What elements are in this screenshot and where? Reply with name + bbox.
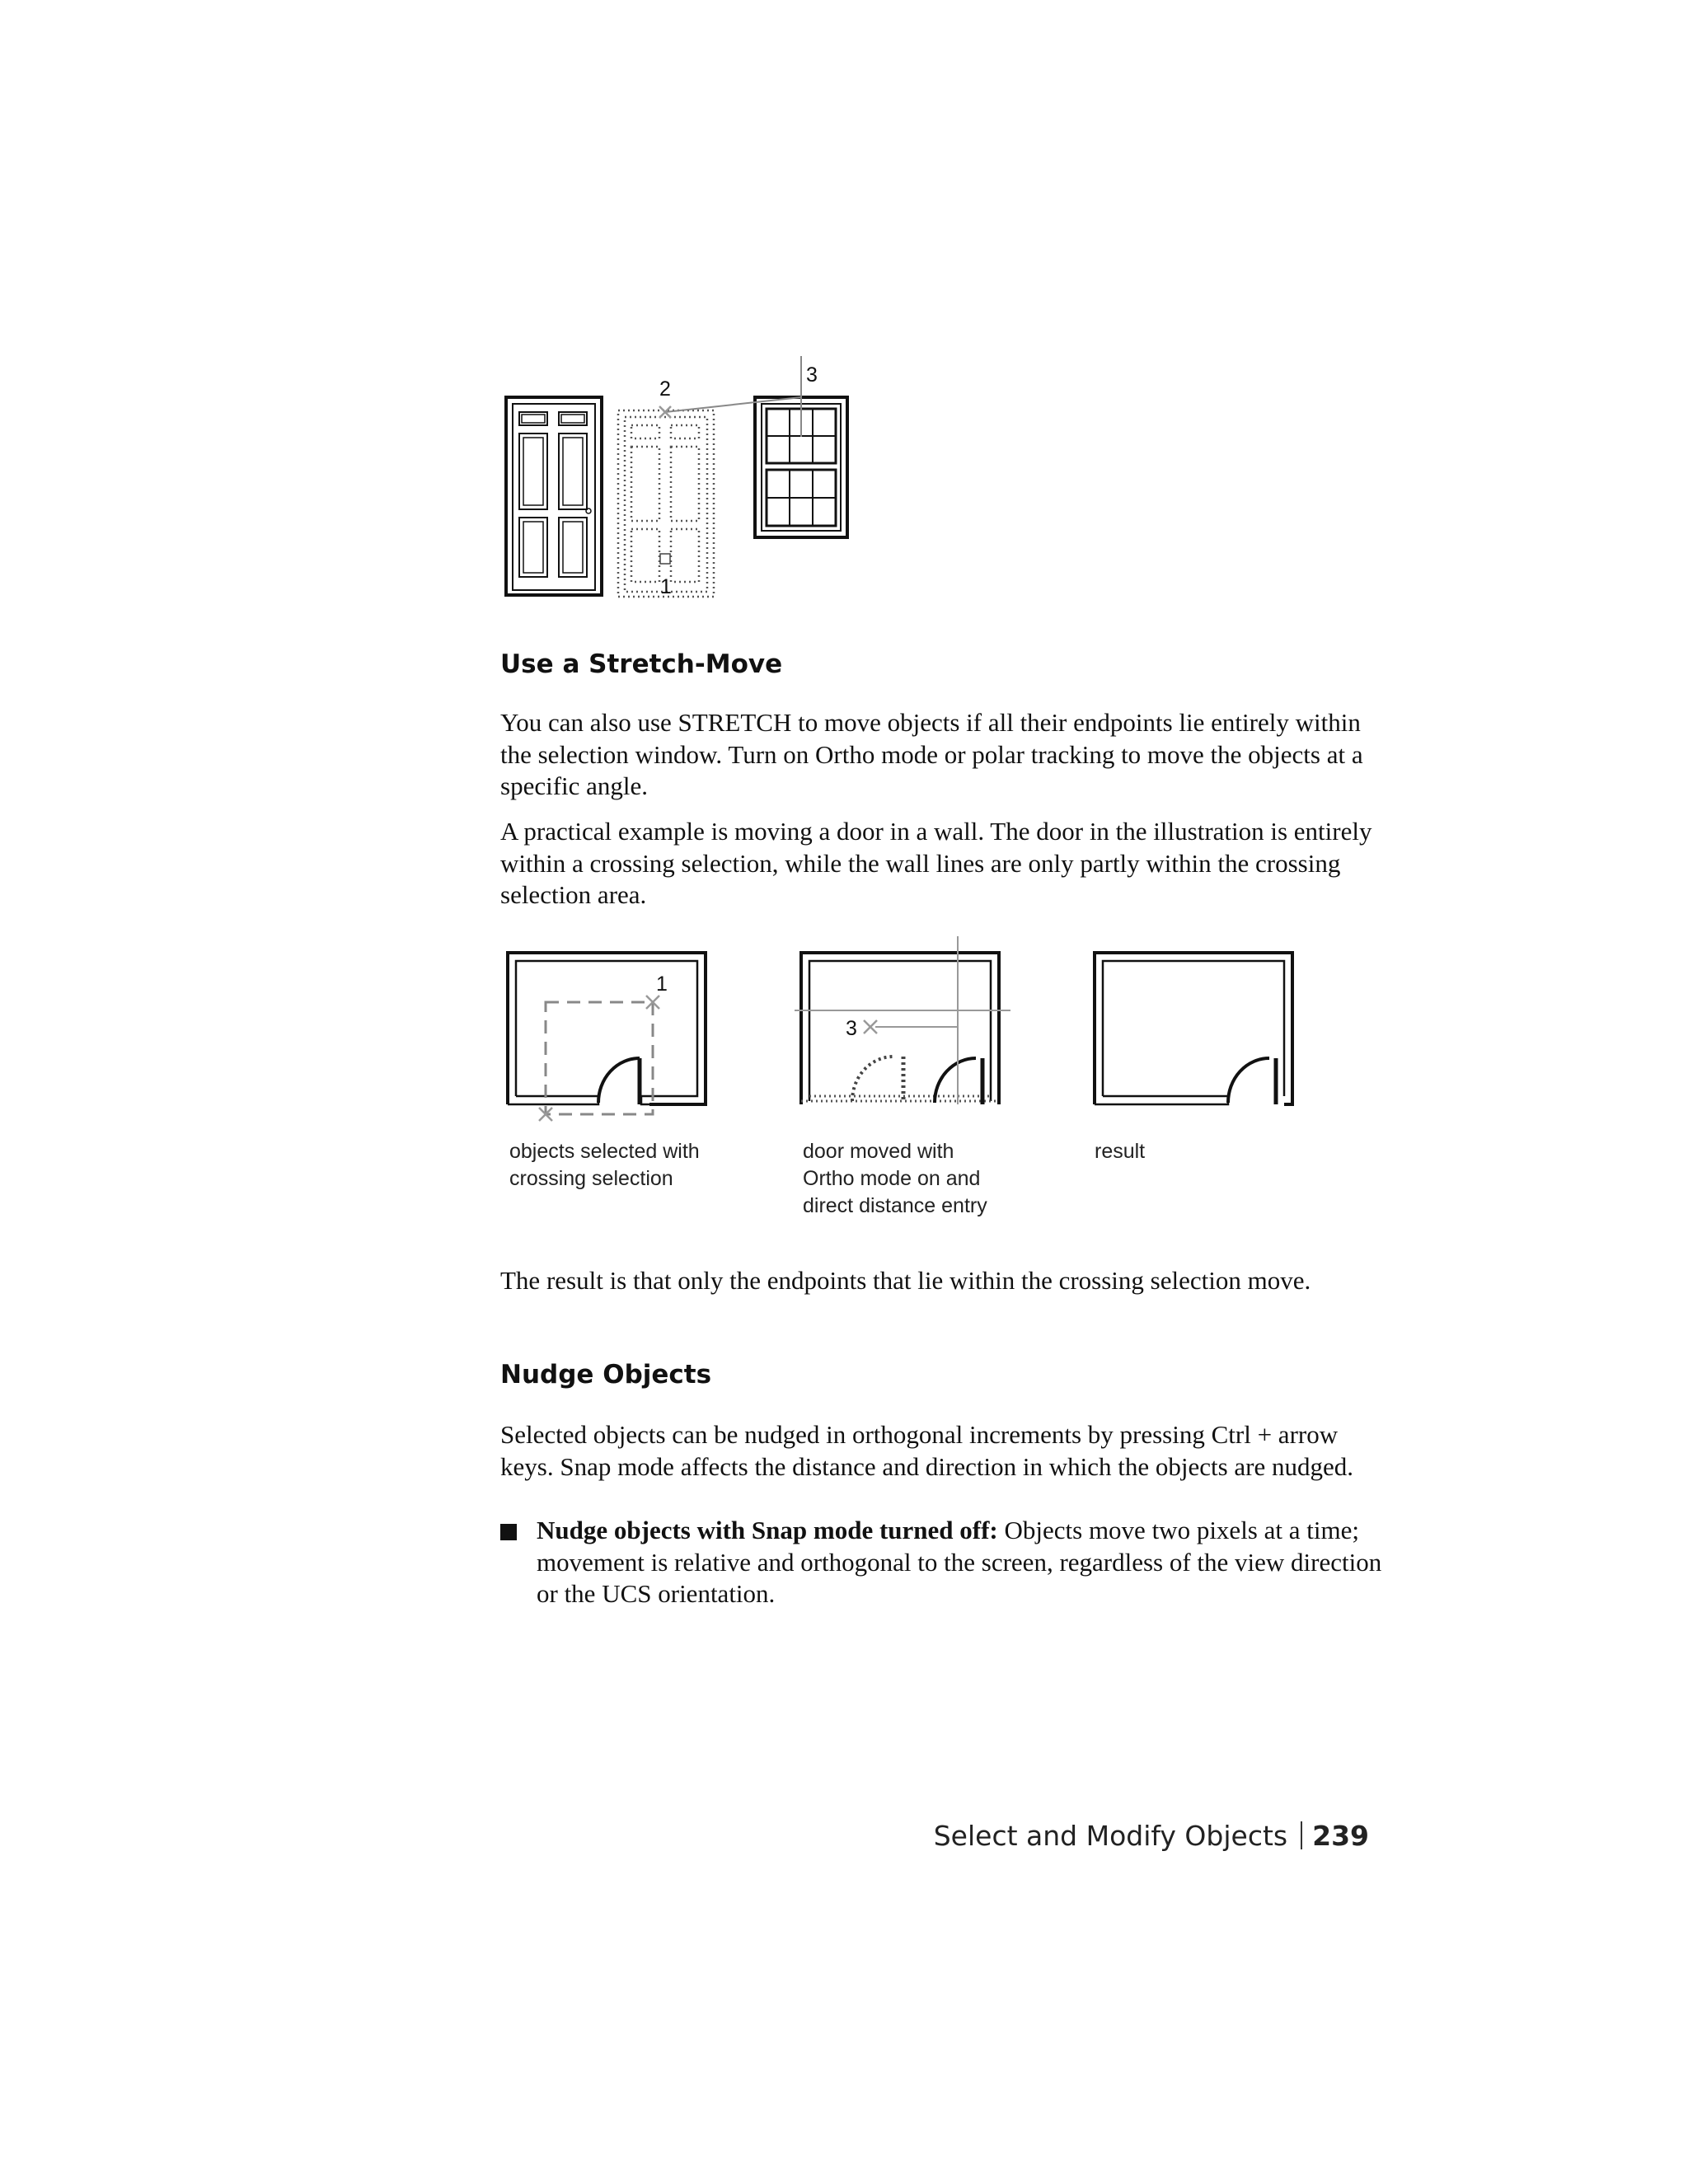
callout-3: 3 — [806, 363, 818, 387]
base-point-marker — [660, 554, 670, 564]
panel-1-drawing — [508, 953, 706, 1121]
panel-2-caption-line-3: direct distance entry — [803, 1194, 987, 1217]
panel-1-caption-line-1: objects selected with — [509, 1140, 700, 1163]
panel-3-caption — [1095, 1138, 1145, 1165]
panel-2-drawing — [795, 936, 1010, 1104]
page-number: 239 — [1312, 1820, 1369, 1852]
panel-1-caption-line-2: crossing selection — [509, 1167, 673, 1190]
nudge-bullet-text — [537, 1515, 1390, 1610]
section-heading-nudge-objects: Nudge Objects — [500, 1360, 712, 1390]
panel-2-caption — [803, 1138, 987, 1220]
footer-separator — [1301, 1821, 1302, 1849]
figure-door-window — [495, 346, 874, 610]
dotted-door-drawing — [618, 410, 714, 597]
stretch-move-paragraph-1: You can also use STRETCH to move objects if all their endpoints lie entirely within the selection window. Turn on Ortho mode or polar tracking to move the objects at a specific angle. — [500, 708, 1363, 800]
panel-1-caption — [509, 1138, 700, 1193]
footer-section-title: Select and Modify Objects — [933, 1820, 1288, 1852]
panel-2-caption-line-1: door moved with — [803, 1140, 954, 1163]
bullet-square-icon — [500, 1524, 517, 1540]
panel-3-caption-line-1: result — [1095, 1140, 1146, 1163]
section-heading-stretch-move: Use a Stretch-Move — [500, 649, 783, 679]
page-footer — [934, 1820, 1369, 1852]
callout-1: 1 — [660, 575, 672, 598]
direct-distance-x-icon — [864, 1020, 877, 1033]
panel-1-callout: 1 — [656, 972, 668, 996]
panel-2-caption-line-2: Ortho mode on and — [803, 1167, 981, 1190]
callout-2: 2 — [659, 377, 671, 401]
panel-3-drawing — [1095, 953, 1292, 1104]
nudge-paragraph: Selected objects can be nudged in orthogonal increments by pressing Ctrl + arrow keys. Snap mode affects the distance and direction in which the objects are nudged. — [500, 1420, 1354, 1481]
door-drawing — [506, 397, 602, 595]
nudge-bullet-body: Objects move two pixels at a time; movement is relative and orthogonal to the screen, regardless of the view direction or the UCS orientation. — [537, 1516, 1382, 1608]
stretch-move-paragraph-2: A practical example is moving a door in a wall. The door in the illustration is entirely within a crossing selection, while the wall lines are only partly within the crossing selection area. — [500, 817, 1372, 909]
figure-stretch-move-panels — [495, 940, 1319, 1121]
nudge-bullet-item — [500, 1515, 1390, 1610]
panel-2-callout: 3 — [846, 1017, 857, 1040]
nudge-bullet-bold-lead: Nudge objects with Snap mode turned off: — [537, 1516, 998, 1544]
result-paragraph: The result is that only the endpoints that lie within the crossing selection move. — [500, 1266, 1311, 1295]
